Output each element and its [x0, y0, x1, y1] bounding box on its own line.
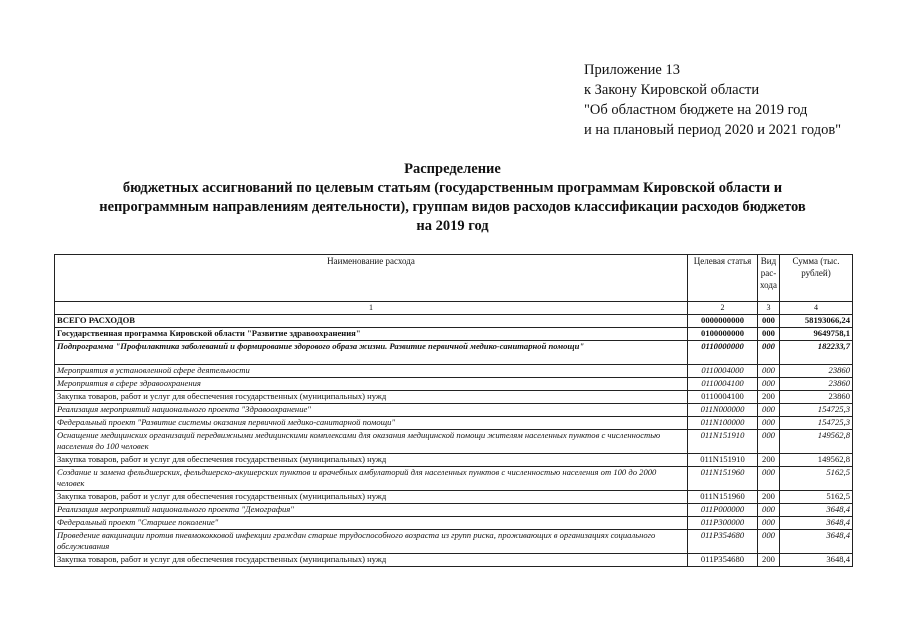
row-name: Федеральный проект "Развитие системы оказания первичной медико-санитарной помощи" [55, 417, 688, 430]
row-name: Проведение вакцинации против пневмококковой инфекции граждан старше трудоспособного возраста из групп риска, проживающих в организациях социального обслуживания [55, 530, 688, 554]
row-type: 000 [758, 315, 780, 328]
row-code: 0110000000 [688, 341, 758, 365]
table-row [55, 417, 853, 430]
row-sum: 3648,4 [780, 554, 853, 567]
appendix-line: и на плановый период 2020 и 2021 годов" [584, 122, 842, 138]
table-row [55, 315, 853, 328]
table-row [55, 404, 853, 417]
row-type: 000 [758, 378, 780, 391]
row-name: Подпрограмма "Профилактика заболеваний и формирование здорового образа жизни. Развитие первичной медико-санитарной помощи" [55, 341, 688, 365]
row-code: 011N151910 [688, 454, 758, 467]
row-name: Мероприятия в сфере здравоохранения [55, 378, 688, 391]
row-type: 200 [758, 491, 780, 504]
appendix-line: "Об областном бюджете на 2019 год [584, 102, 808, 118]
row-name: Закупка товаров, работ и услуг для обеспечения государственных (муниципальных) нужд [55, 491, 688, 504]
row-sum: 149562,8 [780, 454, 853, 467]
row-type: 000 [758, 365, 780, 378]
row-code: 011P000000 [688, 504, 758, 517]
header-target: Целевая статья [688, 255, 758, 302]
row-type: 000 [758, 341, 780, 365]
row-name: Закупка товаров, работ и услуг для обеспечения государственных (муниципальных) нужд [55, 454, 688, 467]
table-row [55, 491, 853, 504]
row-sum: 58193066,24 [780, 315, 853, 328]
table-row [55, 454, 853, 467]
table-row [55, 530, 853, 554]
row-type: 200 [758, 554, 780, 567]
column-number: 4 [780, 302, 853, 315]
row-sum: 182233,7 [780, 341, 853, 365]
column-number: 2 [688, 302, 758, 315]
row-code: 011N100000 [688, 417, 758, 430]
row-type: 200 [758, 391, 780, 404]
row-type: 200 [758, 454, 780, 467]
row-sum: 3648,4 [780, 530, 853, 554]
row-sum: 3648,4 [780, 517, 853, 530]
row-code: 0100000000 [688, 328, 758, 341]
row-name: Создание и замена фельдшерских, фельдшерско-акушерских пунктов и врачебных амбулаторий для населенных пунктов с численностью населения от 100 до 2000 человек [55, 467, 688, 491]
table-row [55, 430, 853, 454]
row-sum: 5162,5 [780, 467, 853, 491]
table-row [55, 517, 853, 530]
row-type: 000 [758, 404, 780, 417]
row-code: 011P354680 [688, 554, 758, 567]
appendix-line: Приложение 13 [584, 62, 680, 78]
table-row [55, 504, 853, 517]
row-code: 011P300000 [688, 517, 758, 530]
row-code: 011P354680 [688, 530, 758, 554]
title-line: на 2019 год [416, 218, 489, 234]
row-name: Федеральный проект "Старшее поколение" [55, 517, 688, 530]
table-row [55, 391, 853, 404]
header-type: Вид рас-хода [758, 255, 780, 302]
row-sum: 3648,4 [780, 504, 853, 517]
row-code: 0000000000 [688, 315, 758, 328]
row-sum: 154725,3 [780, 417, 853, 430]
title-line: непрограммным направлениям деятельности), группам видов расходов классификации расходов бюджетов [99, 199, 806, 215]
row-name: Закупка товаров, работ и услуг для обеспечения государственных (муниципальных) нужд [55, 391, 688, 404]
row-name: Мероприятия в установленной сфере деятельности [55, 365, 688, 378]
column-number: 3 [758, 302, 780, 315]
row-sum: 23860 [780, 378, 853, 391]
row-name: Реализация мероприятий национального проекта "Здравоохранение" [55, 404, 688, 417]
budget-table [54, 254, 853, 567]
row-type: 000 [758, 417, 780, 430]
row-code: 0110004100 [688, 378, 758, 391]
header-name: Наименование расхода [55, 255, 688, 302]
table-row [55, 328, 853, 341]
appendix-header [584, 60, 841, 140]
row-type: 000 [758, 517, 780, 530]
column-number-row [55, 302, 853, 315]
row-name: Оснащение медицинских организаций передвижными медицинскими комплексами для оказания медицинской помощи жителям населенных пунктов с численностью населения до 100 человек [55, 430, 688, 454]
row-sum: 9649758,1 [780, 328, 853, 341]
row-type: 000 [758, 430, 780, 454]
table-row [55, 554, 853, 567]
row-sum: 149562,8 [780, 430, 853, 454]
row-sum: 23860 [780, 391, 853, 404]
row-type: 000 [758, 328, 780, 341]
row-sum: 23860 [780, 365, 853, 378]
row-sum: 154725,3 [780, 404, 853, 417]
table-row [55, 467, 853, 491]
title-line: Распределение [404, 161, 501, 177]
row-code: 011N151960 [688, 467, 758, 491]
row-type: 000 [758, 530, 780, 554]
table-row [55, 365, 853, 378]
row-name: ВСЕГО РАСХОДОВ [55, 315, 688, 328]
row-name: Закупка товаров, работ и услуг для обеспечения государственных (муниципальных) нужд [55, 554, 688, 567]
table-row [55, 378, 853, 391]
row-code: 011N000000 [688, 404, 758, 417]
row-code: 011N151910 [688, 430, 758, 454]
header-sum: Сумма (тыс. рублей) [780, 255, 853, 302]
table-header-row [55, 255, 853, 302]
row-name: Реализация мероприятий национального проекта "Демография" [55, 504, 688, 517]
column-number: 1 [55, 302, 688, 315]
row-name: Государственная программа Кировской области "Развитие здравоохранения" [55, 328, 688, 341]
title-line: бюджетных ассигнований по целевым статьям (государственным программам Кировской области и [122, 180, 783, 196]
row-type: 000 [758, 467, 780, 491]
row-type: 000 [758, 504, 780, 517]
row-sum: 5162,5 [780, 491, 853, 504]
document-title [50, 160, 855, 236]
table-row [55, 341, 853, 365]
row-code: 0110004100 [688, 391, 758, 404]
row-code: 011N151960 [688, 491, 758, 504]
row-code: 0110004000 [688, 365, 758, 378]
appendix-line: к Закону Кировской области [584, 82, 760, 98]
